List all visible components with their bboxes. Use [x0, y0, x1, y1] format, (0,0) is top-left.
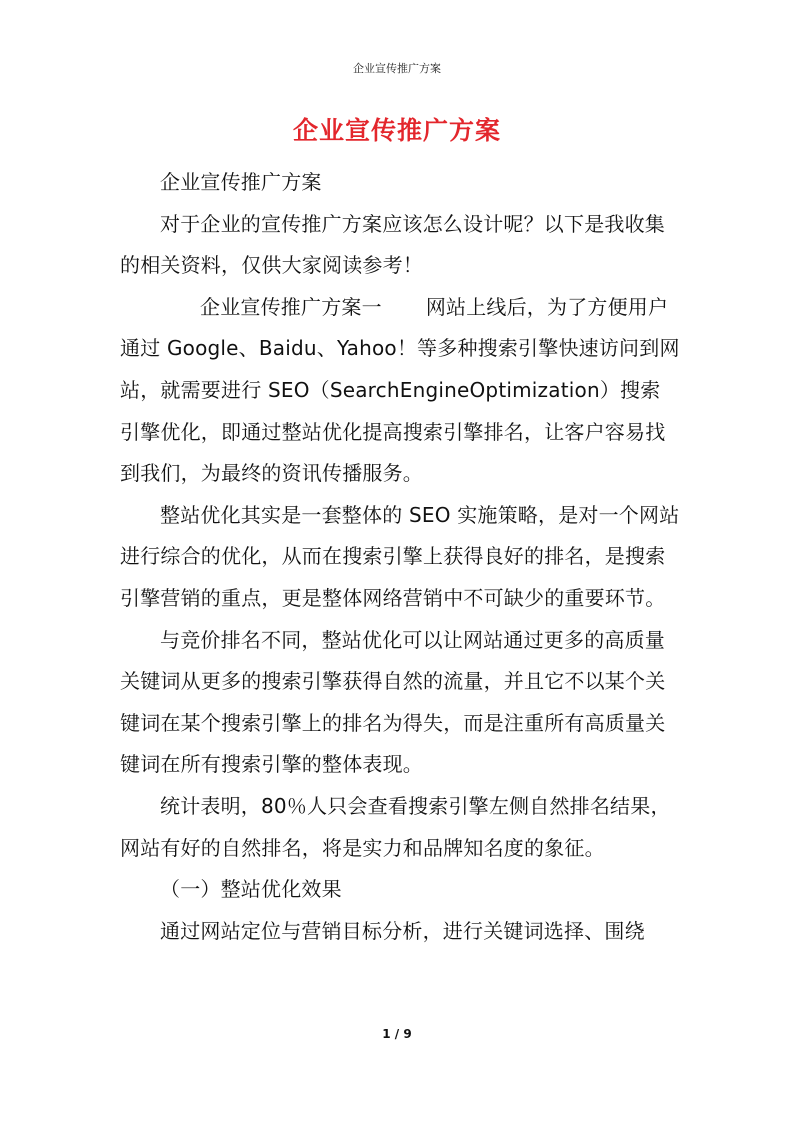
- paragraph-intro: 对于企业的宣传推广方案应该怎么设计呢？以下是我收集的相关资料，仅供大家阅读参考！: [120, 211, 665, 278]
- paragraph-section-one: [120, 287, 680, 495]
- paragraph-statistics: 统计表明，80％人只会查看搜索引擎左侧自然排名结果，网站有好的自然排名，将是实力和品牌知名度的象征。: [120, 793, 671, 860]
- paragraph-comparison: 与竞价排名不同，整站优化可以让网站通过更多的高质量关键词从更多的搜索引擎获得自然的流量，并且它不以某个关键词在某个搜索引擎上的排名为得失，而是注重所有高质量关键词在所有搜索引擎的整体表现。: [120, 627, 666, 777]
- paragraph-subtitle: 企业宣传推广方案: [160, 170, 322, 194]
- subsection-heading: （一）整站优化效果: [160, 877, 342, 902]
- running-header: 企业宣传推广方案: [353, 62, 441, 75]
- paragraph-analysis: 通过网站定位与营销目标分析，进行关键词选择、围绕: [160, 918, 645, 943]
- document-title: 企业宣传推广方案: [292, 116, 501, 145]
- section-intro-text: 网站上线后，为了方便用户通过 Google、Baidu、Yahoo！等多种搜索引擎快速访问到网站，就需要进行 SEO（SearchEngineOptimization）搜索引擎优化，即通过整站优化提高搜索引擎排名，让客户容易找到我们，为最终的资讯传播服务。: [120, 294, 680, 486]
- paragraph-seo-strategy: 整站优化其实是一套整体的 SEO 实施策略，是对一个网站进行综合的优化，从而在搜索引擎上获得良好的排名，是搜索引擎营销的重点，更是整体网络营销中不可缺少的重要环节。: [120, 502, 680, 610]
- document-body: [120, 162, 680, 952]
- section-heading: 企业宣传推广方案一: [200, 294, 382, 319]
- page-number: 1 / 9: [382, 1027, 412, 1041]
